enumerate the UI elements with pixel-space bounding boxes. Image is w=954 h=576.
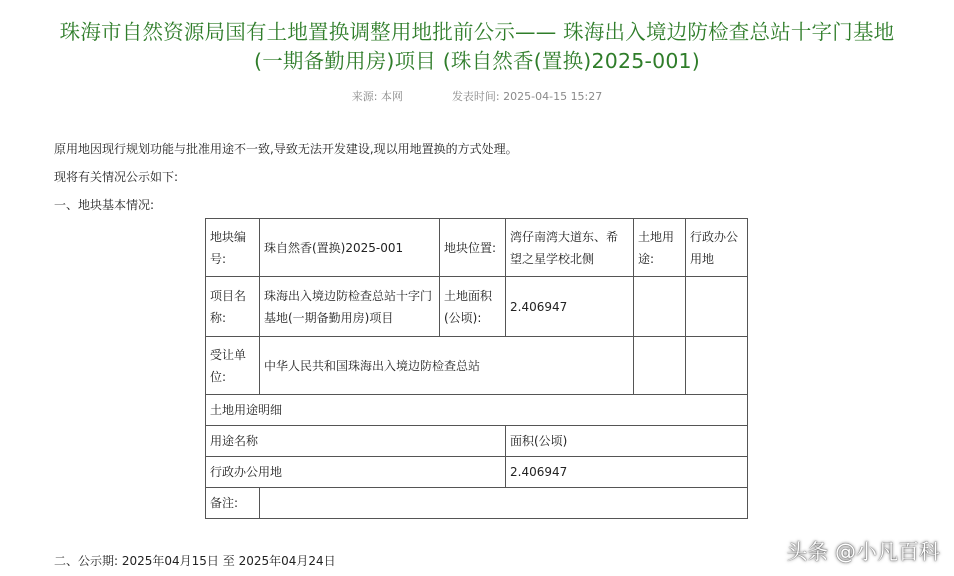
article-title-line1: 珠海市自然资源局国有土地置换调整用地批前公示—— 珠海出入境边防检查总站十字门基地 [59,20,895,44]
project-label: 项目名称: [206,277,260,337]
detail-row-name: 行政办公用地 [206,457,506,488]
intro-paragraph: 原用地因现行规划功能与批准用途不一致,导致无法开发建设,现以用地置换的方式处理。 [54,142,518,156]
location-value: 湾仔南湾大道东、希望之星学校北侧 [506,219,634,277]
remark-value [260,488,748,519]
empty-cell [634,337,686,395]
detail-heading: 土地用途明细 [206,395,748,426]
use-value: 行政办公用地 [686,219,748,277]
empty-cell [686,337,748,395]
source-label: 来源: 本网 [351,90,403,103]
article-meta [0,88,954,104]
location-label: 地块位置: [440,219,506,277]
remark-label: 备注: [206,488,260,519]
plot-no-value: 珠自然香(置换)2025-001 [260,219,440,277]
empty-cell [634,277,686,337]
notice-paragraph: 现将有关情况公示如下: [54,170,179,184]
project-value: 珠海出入境边防检查总站十字门基地(一期备勤用房)项目 [260,277,440,337]
area-value: 2.406947 [506,277,634,337]
publish-time: 发表时间: 2025-04-15 15:27 [451,90,603,103]
article-title [0,18,954,76]
section1-heading: 一、地块基本情况: [54,198,155,212]
detail-col-name: 用途名称 [206,426,506,457]
use-label: 土地用途: [634,219,686,277]
assignee-label: 受让单位: [206,337,260,395]
assignee-value: 中华人民共和国珠海出入境边防检查总站 [260,337,634,395]
empty-cell [686,277,748,337]
watermark: 头条 @小凡百科 [786,540,940,564]
plot-no-label: 地块编号: [206,219,260,277]
detail-row-area: 2.406947 [506,457,748,488]
land-info-table [205,218,748,519]
area-label: 土地面积(公顷): [440,277,506,337]
detail-col-area: 面积(公顷) [506,426,748,457]
article-title-line2: (一期备勤用房)项目 (珠自然香(置换)2025-001) [254,49,700,73]
section2-heading: 二、公示期: 2025年04月15日 至 2025年04月24日 [54,554,336,568]
